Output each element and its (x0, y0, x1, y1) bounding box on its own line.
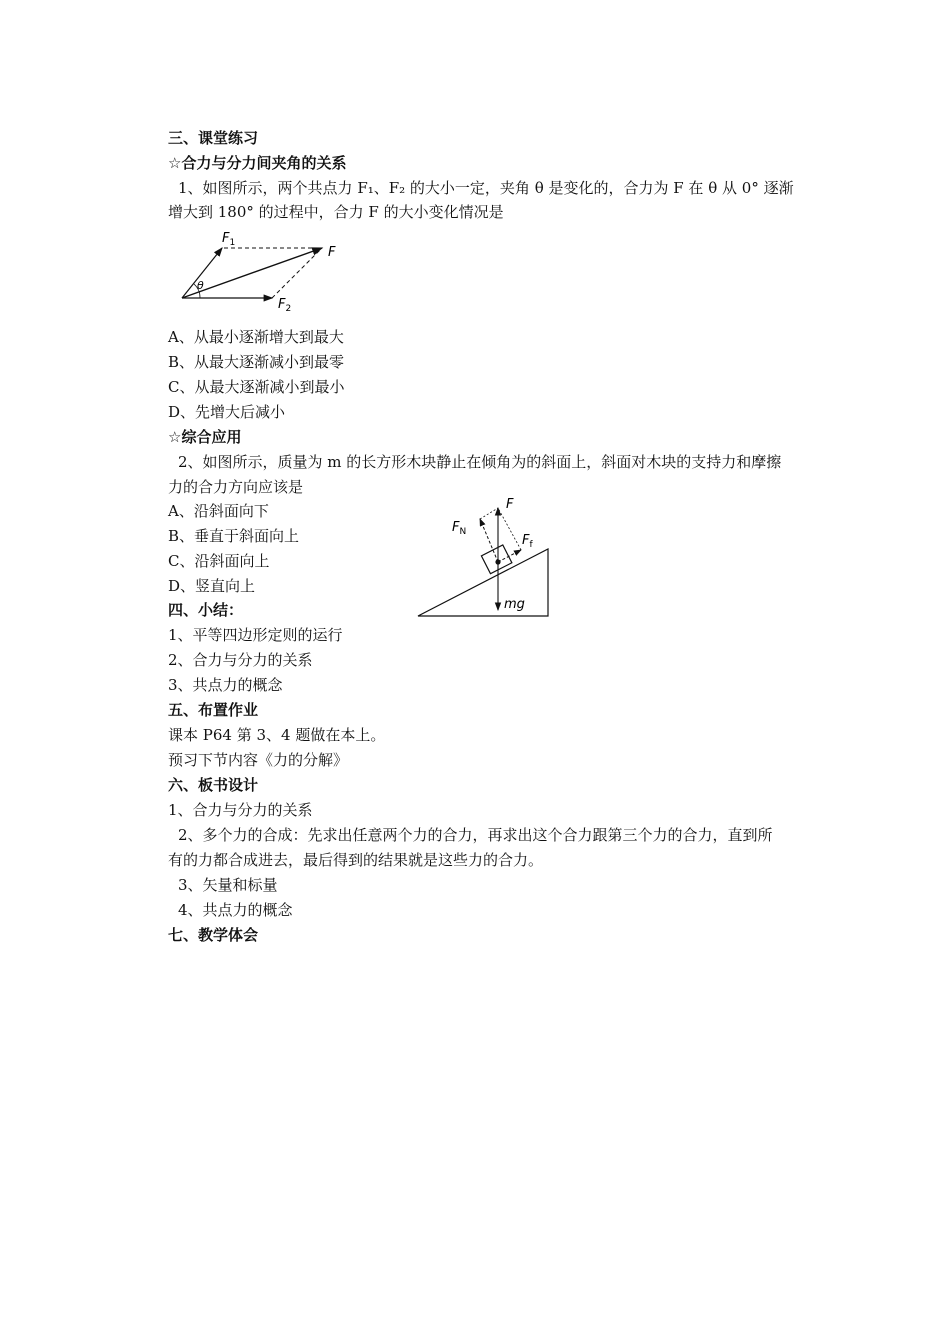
section-6-title: 六、板书设计 (168, 776, 259, 794)
f-label: F (506, 497, 514, 512)
f-label: F (328, 245, 336, 260)
question-2-line-2: 力的合力方向应该是 (168, 478, 304, 496)
incline-block-diagram (414, 494, 560, 622)
theta-label: θ (197, 279, 204, 292)
parallelogram-force-diagram (172, 226, 352, 318)
question-2-line-1: 2、如图所示，质量为 m 的长方形木块静止在倾角为的斜面上，斜面对木块的支持力和摩擦 (178, 453, 782, 471)
board-item-4: 4、共点力的概念 (178, 901, 293, 919)
q1-option-b: B、从最大逐渐减小到最零 (168, 353, 345, 371)
q2-option-a: A、沿斜面向下 (168, 502, 269, 520)
question-1-line-2: 增大到 180° 的过程中，合力 F 的大小变化情况是 (168, 203, 504, 221)
topic-application: ☆综合应用 (168, 428, 242, 446)
topic-angle-relation: ☆合力与分力间夹角的关系 (168, 154, 347, 172)
q1-option-d: D、先增大后减小 (168, 403, 286, 421)
board-item-3: 3、矢量和标量 (178, 876, 278, 894)
dashed-edge-right (272, 248, 322, 298)
f1-label: $F_1$ (222, 231, 236, 248)
board-item-2-line-1: 2、多个力的合成：先求出任意两个力的合力，再求出这个合力跟第三个力的合力，直到所 (178, 826, 773, 844)
section-4-title: 四、小结： (168, 601, 244, 619)
q2-option-b: B、垂直于斜面向上 (168, 527, 300, 545)
dashed-guide-right (498, 508, 521, 550)
q1-option-c: C、从最大逐渐减小到最小 (168, 378, 345, 396)
summary-item: 3、共点力的概念 (168, 676, 283, 694)
section-7-title: 七、教学体会 (168, 926, 259, 944)
summary-item: 2、合力与分力的关系 (168, 651, 313, 669)
question-1-line-1: 1、如图所示，两个共点力 F₁、F₂ 的大小一定，夹角 θ 是变化的，合力为 F 在 θ 从 0° 逐渐 (178, 179, 794, 197)
homework-item: 课本 P64 第 3、4 题做在本上。 (168, 726, 386, 744)
homework-item: 预习下节内容《力的分解》 (168, 751, 349, 769)
summary-item: 1、平等四边形定则的运行 (168, 626, 343, 644)
friction-force-vector (498, 550, 521, 562)
section-3-title: 三、课堂练习 (168, 129, 259, 147)
section-5-title: 五、布置作业 (168, 701, 259, 719)
dashed-guide-top (480, 508, 498, 519)
q1-option-a: A、从最小逐渐增大到最大 (168, 328, 344, 346)
mg-label: mg (504, 597, 525, 612)
board-item-2-line-2: 有的力都合成进去，最后得到的结果就是这些力的合力。 (168, 851, 544, 869)
ff-label: $F_f$ (522, 533, 533, 550)
q2-option-c: C、沿斜面向上 (168, 552, 270, 570)
f2-label: $F_2$ (278, 297, 292, 314)
fn-label: $F_N$ (452, 520, 467, 537)
q2-option-d: D、竖直向上 (168, 577, 256, 595)
board-item-1: 1、合力与分力的关系 (168, 801, 313, 819)
